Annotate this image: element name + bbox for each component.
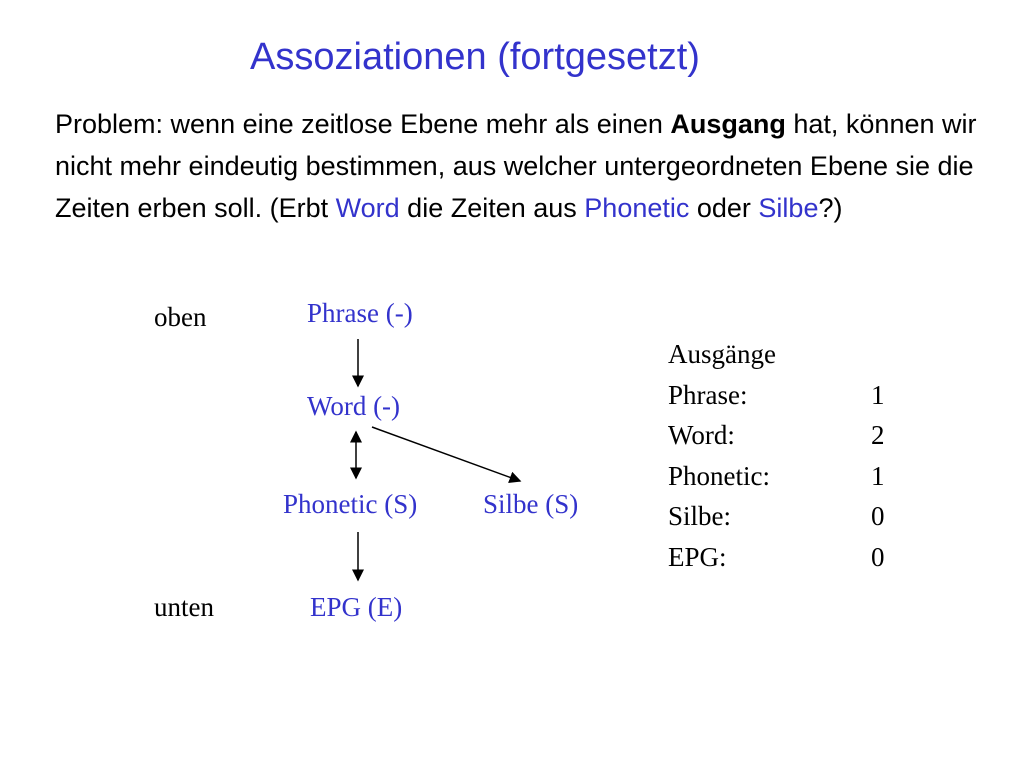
para-silbe: Silbe xyxy=(758,193,819,223)
row-name: Phonetic: xyxy=(668,460,770,491)
node-word: Word (-) xyxy=(307,391,401,421)
para-text-1: Problem: wenn eine zeitlose Ebene mehr als einen xyxy=(55,109,671,139)
label-unten: unten xyxy=(154,592,214,622)
para-text-4: oder xyxy=(689,193,759,223)
table-row xyxy=(668,375,885,416)
row-value: 1 xyxy=(871,460,885,491)
node-phrase: Phrase (-) xyxy=(307,298,413,328)
table-row xyxy=(668,496,885,537)
row-value: 0 xyxy=(871,501,885,531)
label-oben: oben xyxy=(154,302,207,332)
table-row xyxy=(668,456,885,497)
arrow-word-silbe xyxy=(372,427,520,481)
row-name: EPG: xyxy=(668,541,727,572)
node-epg: EPG (E) xyxy=(310,592,403,622)
table-row xyxy=(668,415,885,456)
row-name: Phrase: xyxy=(668,379,748,410)
para-word: Word xyxy=(335,193,400,223)
row-name: Word: xyxy=(668,420,735,450)
outputs-table xyxy=(668,334,885,577)
slide-title: Assoziationen (fortgesetzt) xyxy=(250,36,700,78)
row-value: 1 xyxy=(871,379,885,410)
outputs-heading: Ausgänge xyxy=(668,339,776,369)
row-value: 2 xyxy=(871,420,885,450)
row-name: Silbe: xyxy=(668,501,732,531)
para-text-3: die Zeiten aus xyxy=(399,193,585,223)
node-phonetic: Phonetic (S) xyxy=(283,489,418,519)
para-text-5: ?) xyxy=(818,193,843,223)
para-phonetic: Phonetic xyxy=(584,193,690,223)
node-silbe: Silbe (S) xyxy=(483,489,579,519)
row-value: 0 xyxy=(871,541,885,572)
para-bold-ausgang: Ausgang xyxy=(670,109,786,139)
para-text-2: hat, können wir nicht mehr eindeutig bestimmen, aus welcher untergeordneten Ebene sie die Zeiten erben soll. (Erbt xyxy=(55,109,977,223)
table-row xyxy=(668,537,885,578)
